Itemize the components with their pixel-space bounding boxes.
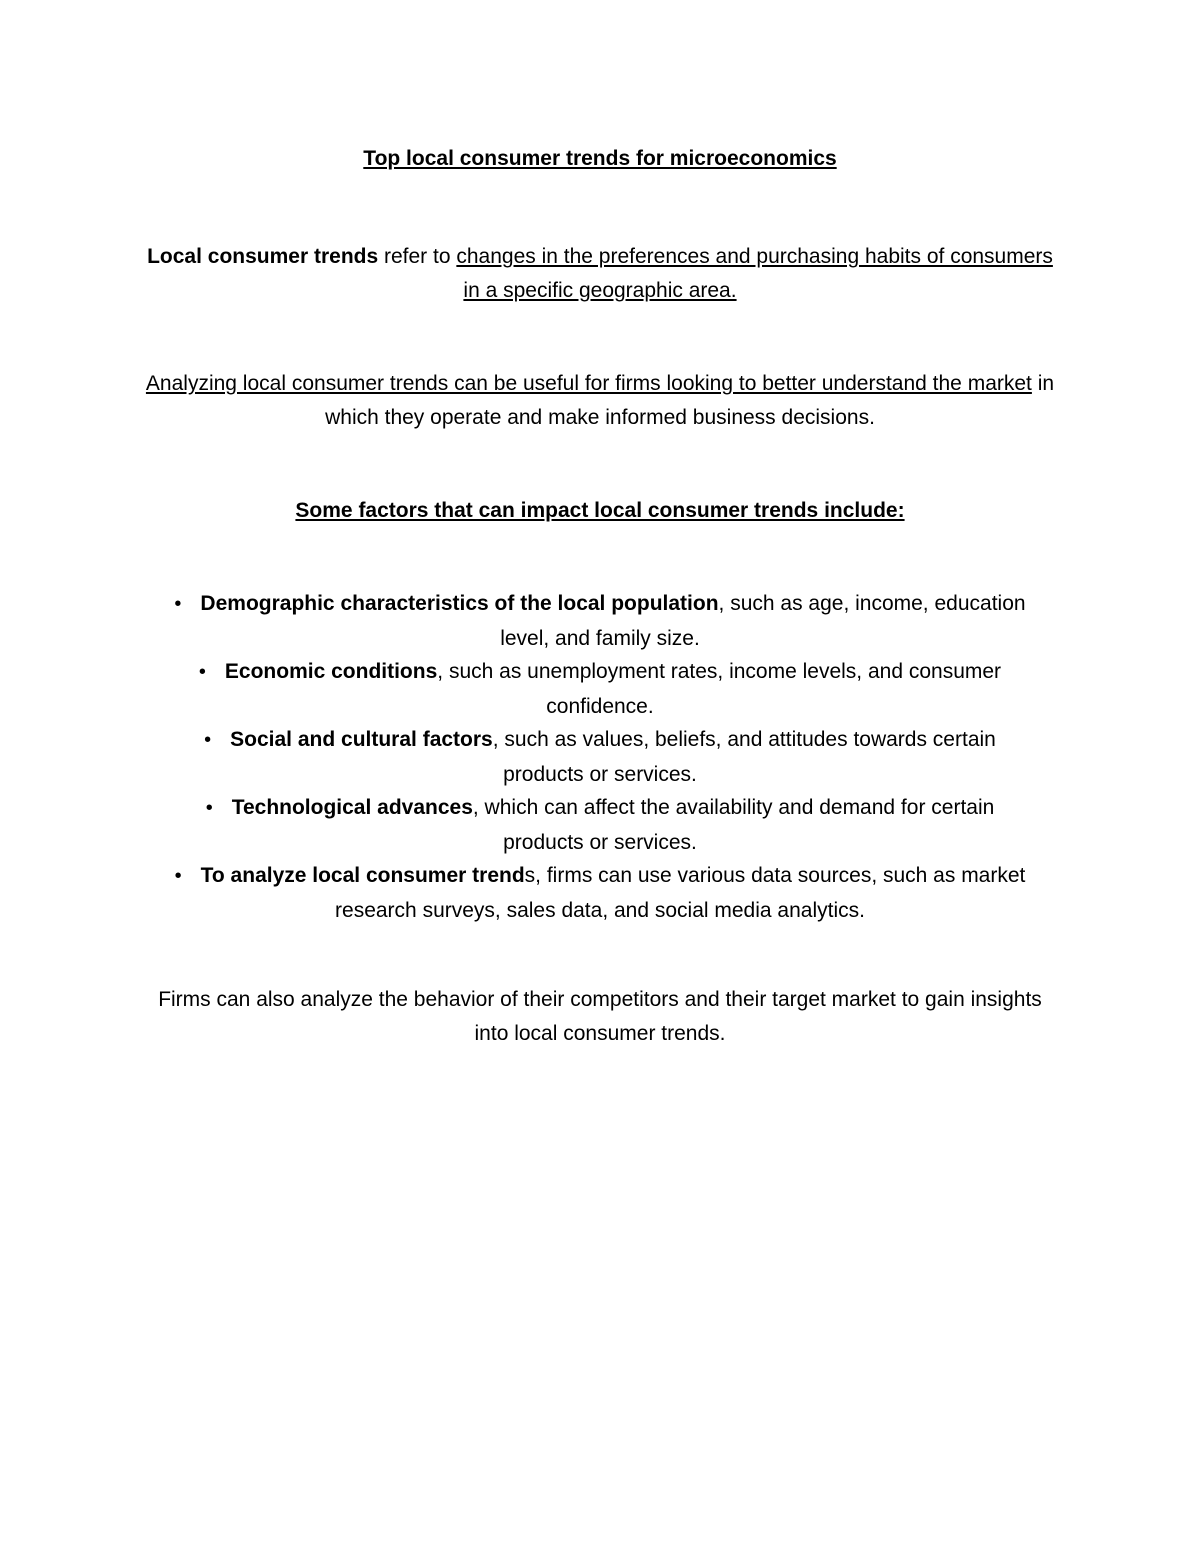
list-item bbox=[170, 791, 1030, 859]
list-item bbox=[170, 655, 1030, 723]
bullet-icon: • bbox=[205, 797, 213, 819]
bullet-icon: • bbox=[174, 593, 182, 615]
list-item bbox=[170, 587, 1030, 655]
definition-connector: refer to bbox=[378, 245, 457, 268]
factor-text: , such as values, beliefs, and attitudes towards certain products or services. bbox=[492, 728, 996, 786]
factor-text: s, firms can use various data sources, such as market research surveys, sales data, and social media analytics. bbox=[335, 864, 1026, 922]
factor-bold: To analyze local consumer trend bbox=[200, 864, 525, 887]
factor-bold: Demographic characteristics of the local population bbox=[200, 592, 719, 615]
definition-paragraph bbox=[140, 240, 1060, 308]
bullet-icon: • bbox=[204, 729, 212, 751]
bullet-icon: • bbox=[198, 661, 206, 683]
bullet-icon: • bbox=[174, 865, 182, 887]
factor-text: , such as unemployment rates, income levels, and consumer confidence. bbox=[437, 660, 1002, 718]
factor-list bbox=[170, 587, 1030, 927]
document-title: Top local consumer trends for microeconomics bbox=[363, 147, 837, 170]
list-item bbox=[170, 723, 1030, 791]
analysis-rest: in which they operate and make informed business decisions. bbox=[325, 372, 1055, 429]
factor-bold: Technological advances bbox=[231, 796, 473, 819]
factor-bold: Social and cultural factors bbox=[230, 728, 493, 751]
analysis-paragraph bbox=[140, 367, 1060, 435]
analysis-underlined: Analyzing local consumer trends can be useful for firms looking to better understand the market bbox=[145, 372, 1032, 395]
closing-paragraph: Firms can also analyze the behavior of their competitors and their target market to gain insights into local consumer trends. bbox=[158, 988, 1042, 1045]
factor-bold: Economic conditions bbox=[224, 660, 438, 683]
list-item bbox=[170, 859, 1030, 927]
definition-term: Local consumer trends bbox=[147, 245, 379, 268]
factor-text: , such as age, income, education level, and family size. bbox=[500, 592, 1026, 650]
factors-heading: Some factors that can impact local consumer trends include: bbox=[295, 499, 905, 522]
definition-meaning: changes in the preferences and purchasing habits of consumers in a specific geographic area. bbox=[456, 245, 1053, 302]
factor-text: , which can affect the availability and demand for certain products or services. bbox=[472, 796, 995, 854]
